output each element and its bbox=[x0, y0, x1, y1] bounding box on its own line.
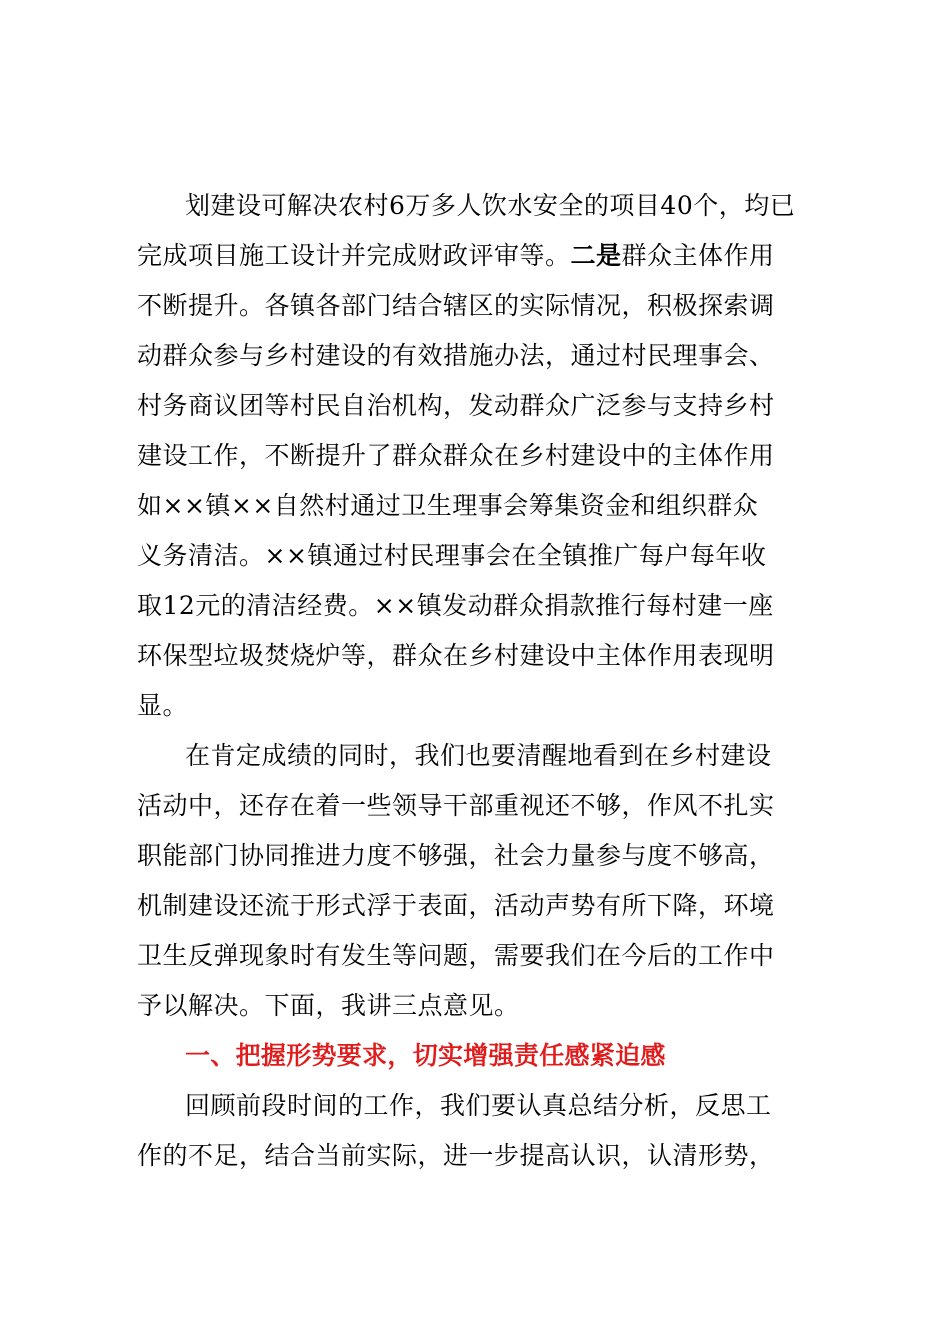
text-line: 机制建设还流于形式浮于表面，活动声势有所下降，环境 bbox=[137, 891, 775, 920]
text-span: 完成项目施工设计并完成财政评审等。 bbox=[137, 241, 571, 270]
text-line: 村务商议团等村民自治机构，发动群众广泛参与支持乡村 bbox=[137, 391, 775, 420]
text-line: 显。 bbox=[137, 691, 189, 720]
text-line: 活动中，还存在着一些领导干部重视还不够，作风不扎实 bbox=[137, 791, 775, 820]
text-line bbox=[137, 231, 837, 281]
text-line: 取12元的清洁经费。××镇发动群众捐款推行每村建一座 bbox=[137, 591, 774, 620]
text-span: 群众主体作用 bbox=[621, 241, 775, 270]
text-line: 建设工作，不断提升了群众群众在乡村建设中的主体作用 bbox=[137, 441, 775, 470]
section-heading: 一、把握形势要求，切实增强责任感紧迫感 bbox=[185, 1041, 666, 1070]
text-line: 动群众参与乡村建设的有效措施办法，通过村民理事会、 bbox=[137, 341, 775, 370]
text-line: 环保型垃圾焚烧炉等，群众在乡村建设中主体作用表现明 bbox=[137, 641, 775, 670]
text-line: 回顾前段时间的工作，我们要认真总结分析，反思工 bbox=[185, 1091, 772, 1120]
text-line: 作的不足，结合当前实际，进一步提高认识，认清形势， bbox=[137, 1141, 775, 1170]
text-line: 划建设可解决农村6万多人饮水安全的项目40个，均已 bbox=[185, 191, 796, 220]
emphasis-text: 二是 bbox=[570, 241, 622, 270]
text-line: 不断提升。各镇各部门结合辖区的实际情况，积极探索调 bbox=[137, 291, 775, 320]
text-line: 如××镇××自然村通过卫生理事会筹集资金和组织群众 bbox=[137, 491, 759, 520]
text-line: 职能部门协同推进力度不够强，社会力量参与度不够高， bbox=[137, 841, 775, 870]
text-line: 义务清洁。××镇通过村民理事会在全镇推广每户每年收 bbox=[137, 541, 767, 570]
text-line: 卫生反弹现象时有发生等问题，需要我们在今后的工作中 bbox=[137, 941, 775, 970]
text-line: 予以解决。下面，我讲三点意见。 bbox=[137, 991, 520, 1020]
text-line: 在肯定成绩的同时，我们也要清醒地看到在乡村建设 bbox=[185, 741, 772, 770]
